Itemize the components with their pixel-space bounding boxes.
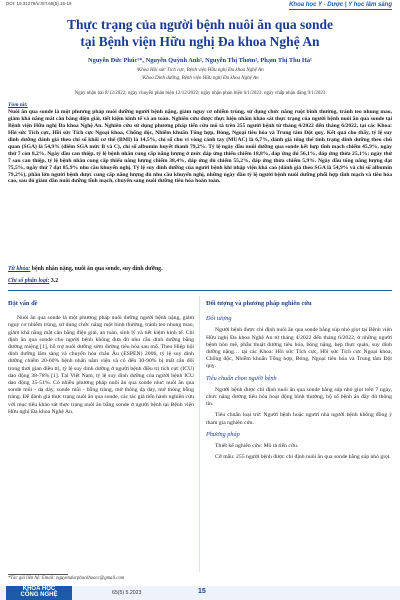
method-subheading: Phương pháp [206, 430, 240, 438]
abstract-label: Tóm tắt: [8, 102, 28, 108]
section-tag: Khoa học Y - Dược | Y học lâm sàng [289, 2, 392, 8]
footnote-rule [8, 574, 68, 575]
doi-text: DOI: 10.31276/VJST.65(5).15-19 [6, 1, 72, 6]
abstract [8, 102, 392, 185]
sample-paragraph: Cỡ mẫu: 255 người bệnh được chỉ định nuôi ăn qua sonde bằng súp nhỏ giọt. [215, 454, 391, 461]
abstract-text: Nuôi ăn qua sonde là một phương pháp nuôi dưỡng người bệnh nặng, giảm nguy cơ nhiễm trùng, sử dụng chức năng ruột bình thường, tránh teo nhung mao, giảm khả năng mắt cân bằng điện giải, tiết kiệm kinh tế và an toàn. Nghiên cứu được thực hiện nhằm khảo sát thực trạng của người bệnh nuôi ăn qua sonde tại Bệnh viện Hữu nghị Đa khoa Nghệ An. Nghiên cứu sử dụng phương pháp tiến cứu mô tả trên 255 người bệnh từ tháng 4/2022 đến tháng 6/2022, tại các Khoa: Hồi sức Tích cực, Hồi sức Tích cực Ngoại khoa, Chống độc, Nhiễm khuẩn Tổng hợp, Bỏng, Ngoại tiêu hóa và Trung tâm Đột quỵ. Kết quả cho thấy, tỷ lệ suy dinh dưỡng đánh giá theo chỉ số khối cơ thể (BMI) là 14,5%, chỉ số chu vi vòng cánh tay (MUAC) là 6,7%, đánh giá tổng thể tình trạng dinh dưỡng theo chủ quan (SGA) là 54,9% (điểm SGA mức B và C), chỉ số albumin huyết thanh 79,2%. Tỷ lệ ngày đầu nuôi dưỡng qua sonde kết hợp tĩnh mạch chiếm 45,9%, ngày thứ 7 còn 8,2%. Ngày đầu can thiệp, tỷ lệ bệnh nhân cung cấp năng lượng ở mức đáp ứng thiếu chiếm 18,8%, đáp ứng đủ 56,1%, đáp ứng thừa 25,1%; ngày thứ 7 sau can thiệp, tỷ lệ bệnh nhân cung cấp thiếu năng lượng chiếm 38,4%, đáp ứng đủ chiếm 55,2%, đáp ứng thừa chiếm 5,9%. Ngày đầu tổng năng lượng đạt 75,5%, ngày thứ 7 đạt 85,9% nhu cầu khuyến nghị. Tỷ lệ suy dinh dưỡng của người bệnh khi nhập viện khá cao (đánh giá theo SGA là 54,9% và chỉ số albumin 79,2%), phần lớn người bệnh được cung cấp năng lượng đủ nhu cầu khuyến nghị, những ngày đầu tỷ lệ người bệnh nuôi dưỡng phối hợp tĩnh mạch và tiêu hóa cao, sau đó giảm dần nuôi dưỡng tĩnh mạch, chuyển sang nuôi dưỡng tiêu hóa hoàn toàn. [8, 108, 392, 185]
classification-value: 3.2 [50, 278, 59, 284]
article-title [20, 16, 380, 50]
affiliation-2: ²Khoa Dinh dưỡng, Bệnh viện Hữu nghị Đa khoa Nghệ An [141, 76, 259, 81]
classification-label: Chỉ số phân loại: [8, 278, 50, 284]
keywords-label: Từ khóa: [8, 266, 31, 272]
title-line-2: tại Bệnh viện Hữu nghị Đa khoa Nghệ An [80, 34, 320, 49]
right-column [206, 300, 392, 465]
methods-heading: Đối tượng và phương pháp nghiên cứu [206, 300, 312, 307]
intro-paragraph: Nuôi ăn qua sonde là một phương pháp nuôi dưỡng người bệnh nặng, giảm nguy cơ nhiễm trùng, sử dụng chức năng ruột bình thường, tránh teo nhung mao, giảm khả năng mắt cân bằng điện giải, an toàn, sinh lý và tiết kiệm kinh tế. Chỉ định ăn qua sonde cho người bệnh không đưa đủ nhu cầu dinh dưỡng bằng đường miệng [1], hỗ trợ nuôi dưỡng sớm đường tiêu hóa sau mổ. Theo Hiệp hội dinh dưỡng lâm sàng và chuyển hóa châu Âu (ESPEN) 2006, tỷ lệ suy dinh dưỡng chiếm 20-60% bệnh nhân nằm viện và có đến 30-90% bị mất cân đối trong thời gian điều trị, tỷ lệ suy dinh dưỡng ở người bệnh điều trị tích cực (ICU) dao động 38-78% [1]. Tại Việt Nam, tỷ lệ suy dinh dưỡng của người bệnh ICU dao động 35-51%. Có nhiều phương pháp nuôi ăn qua sonde như: nuôi ăn qua sonde mũi - dạ dày, sonde mũi - hỗng tràng, mở thông dạ dày, mở thông hỗng tràng. Để đánh giá thực trạng nuôi ăn qua sonde, các tác giả tiến hành nghiên cứu với mục tiêu khảo sát thực trạng nuôi ăn bằng sonde ở người bệnh tại Bệnh viện Hữu nghị Đa khoa Nghệ An. [8, 315, 194, 415]
column-divider [199, 296, 200, 572]
exclusion-paragraph: Tiêu chuẩn loại trừ: Người bệnh hoặc người nhà người bệnh không đồng ý tham gia nghiên cứu. [206, 412, 392, 426]
left-column [8, 300, 194, 420]
page-number: 15 [198, 588, 206, 595]
title-line-1: Thực trạng của người bệnh nuôi ăn qua sonde [66, 17, 333, 32]
criteria-paragraph: Người bệnh được chỉ định nuôi ăn qua sonde bằng súp nhỏ giọt trên 7 ngày, chức năng đường tiêu hóa hoạt động bình thường, bộ số bệnh án đầy đủ thông tin. [206, 386, 392, 408]
subject-paragraph: Người bệnh được chỉ định nuôi ăn qua sonde bằng súp nhỏ giọt tại Bệnh viện Hữu nghị Đa khoa Nghệ An từ tháng 4/2022 đến tháng 6/2022, ở những người bệnh hôn mê, phẫu thuật đường tiêu hóa, bỏng nặng, hẹp thực quản, suy dinh dưỡng nặng… tại các Khoa: Hồi sức Tích cực, Hồi sức Tích cực Ngoại khoa, Chống độc, Nhiễm khuẩn Tổng hợp, Bỏng, Ngoại tiêu hóa và Trung tâm Đột quỵ. [206, 327, 392, 370]
keywords-text: bệnh nhân nặng, nuôi ăn qua sonde, suy dinh dưỡng. [31, 266, 163, 272]
top-bar [0, 0, 400, 12]
keywords [8, 266, 163, 272]
issue-info: 65(5) 5.2023 [112, 590, 142, 596]
footnote: *Tác giả liên hệ: Email: nguyenducphuckhoacc@gmail.com [8, 576, 125, 581]
affiliation-1: ¹Khoa Hồi sức Tích cực, Bệnh viện Hữu nghị Đa khoa Nghệ An [136, 68, 264, 73]
intro-heading: Đặt vấn đề [8, 300, 38, 307]
submission-dates: Ngày nhận bài 8/12/2022; ngày chuyển phản biện 12/12/2022; ngày nhận phản biện 6/1/2023; ngày chấp nhận đăng 9/1/2023 [74, 91, 326, 96]
criteria-subheading: Tiêu chuẩn chọn người bệnh [206, 374, 277, 382]
divider [8, 290, 392, 291]
classification [8, 278, 58, 284]
design-paragraph: Thiết kế nghiên cứu: Mô tả tiến cứu. [215, 443, 299, 450]
subject-subheading: Đối tượng [206, 315, 232, 323]
logo-line-2: CÔNG NGHỆ [20, 592, 58, 598]
journal-logo [6, 586, 72, 600]
logo-line-1: KHOA HỌC [22, 586, 56, 592]
authors: Nguyễn Đức Phúc¹*, Nguyễn Quỳnh Anh², Nguyễn Thị Thơm², Phạm Thị Thu Hà¹ [88, 57, 312, 64]
